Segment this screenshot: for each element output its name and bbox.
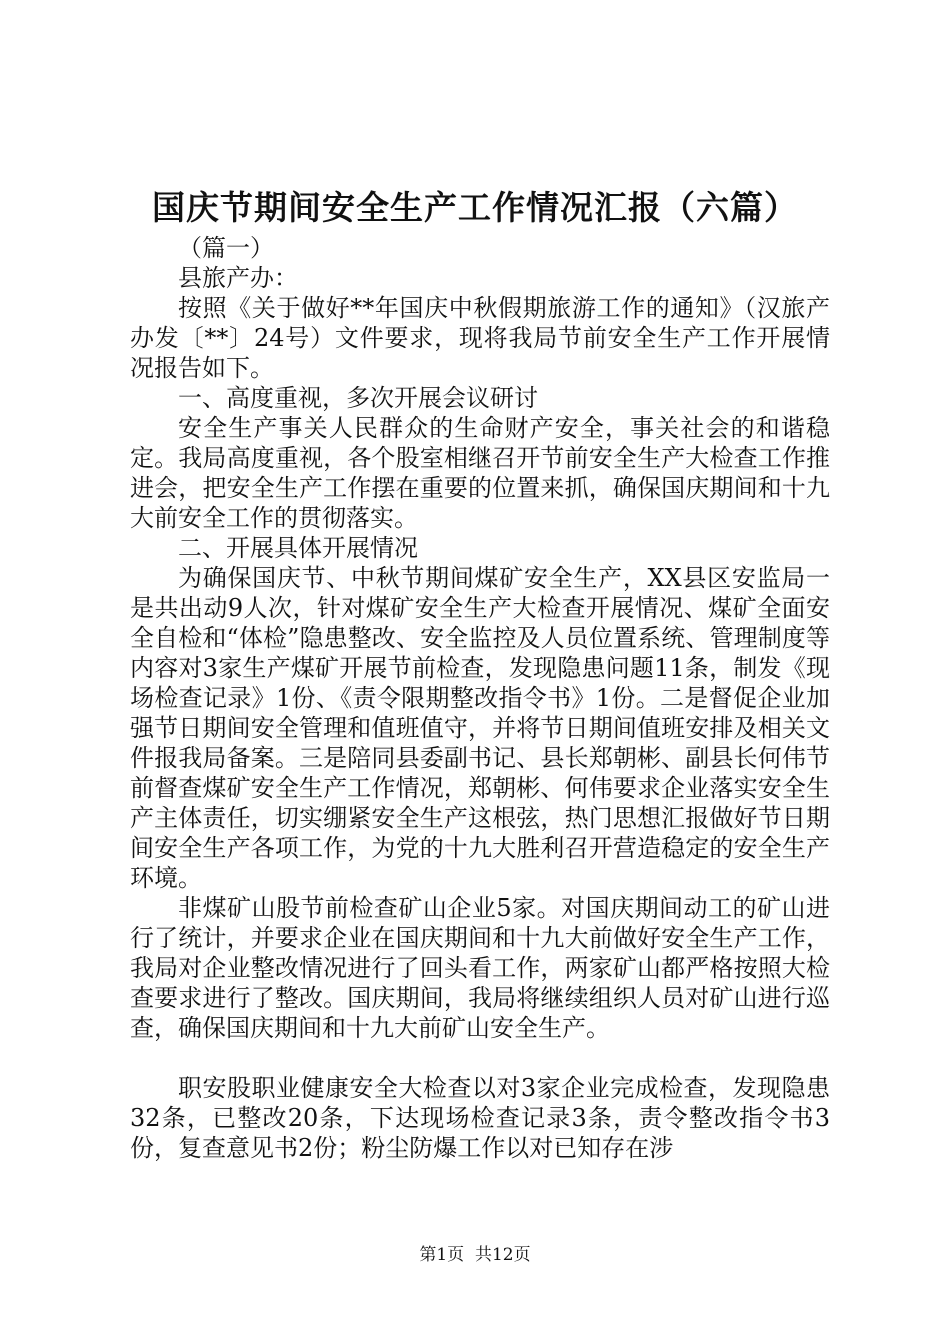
document-title: 国庆节期间安全生产工作情况汇报（六篇） [152,188,798,227]
paragraph-part-label: （篇一） [178,234,274,262]
document-body [130,233,830,1163]
section-heading-2: 二、开展具体开展情况 [178,534,418,562]
paragraph-intro: 按照《关于做好**年国庆中秋假期旅游工作的通知》（汉旅产办发〔**〕24号）文件要求，现将我局节前安全生产工作开展情况报告如下。 [130,294,830,382]
paragraph-coal-mine: 为确保国庆节、中秋节期间煤矿安全生产，XX县区安监局一是共出动9人次，针对煤矿安全生产大检查开展情况、煤矿全面安全自检和“体检”隐患整改、安全监控及人员位置系统、管理制度等内容对3家生产煤矿开展节前检查，发现隐患问题11条，制发《现场检查记录》1份、《责令限期整改指令书》1份。二是督促企业加强节日期间安全管理和值班值守，并将节日期间值班安排及相关文件报我局备案。三是陪同县委副书记、县长郑朝彬、副县长何伟节前督查煤矿安全生产工作情况，郑朝彬、何伟要求企业落实安全生产主体责任，切实绷紧安全生产这根弦，热门思想汇报做好节日期间安全生产各项工作，为党的十九大胜利召开营造稳定的安全生产环境。 [130,564,830,892]
paragraph-occupational-safety: 职安股职业健康安全大检查以对3家企业完成检查，发现隐患32条，已整改20条，下达现场检查记录3条，责令整改指令书3份，复查意见书2份；粉尘防爆工作以对已知存在涉 [130,1074,830,1162]
section-heading-1: 一、高度重视，多次开展会议研讨 [178,384,538,412]
paragraph-addressee: 县旅产办： [178,264,298,292]
page-number-footer: 第1页 共12页 [419,1245,531,1265]
paragraph-non-coal-mine: 非煤矿山股节前检查矿山企业5家。对国庆期间动工的矿山进行了统计，并要求企业在国庆期间和十九大前做好安全生产工作，我局对企业整改情况进行了回头看工作，两家矿山都严格按照大检查要求进行了整改。国庆期间，我局将继续组织人员对矿山进行巡查，确保国庆期间和十九大前矿山安全生产。 [130,894,830,1042]
paragraph-section-1: 安全生产事关人民群众的生命财产安全，事关社会的和谐稳定。我局高度重视，各个股室相继召开节前安全生产大检查工作推进会，把安全生产工作摆在重要的位置来抓，确保国庆期间和十九大前安全工作的贯彻落实。 [130,414,830,532]
